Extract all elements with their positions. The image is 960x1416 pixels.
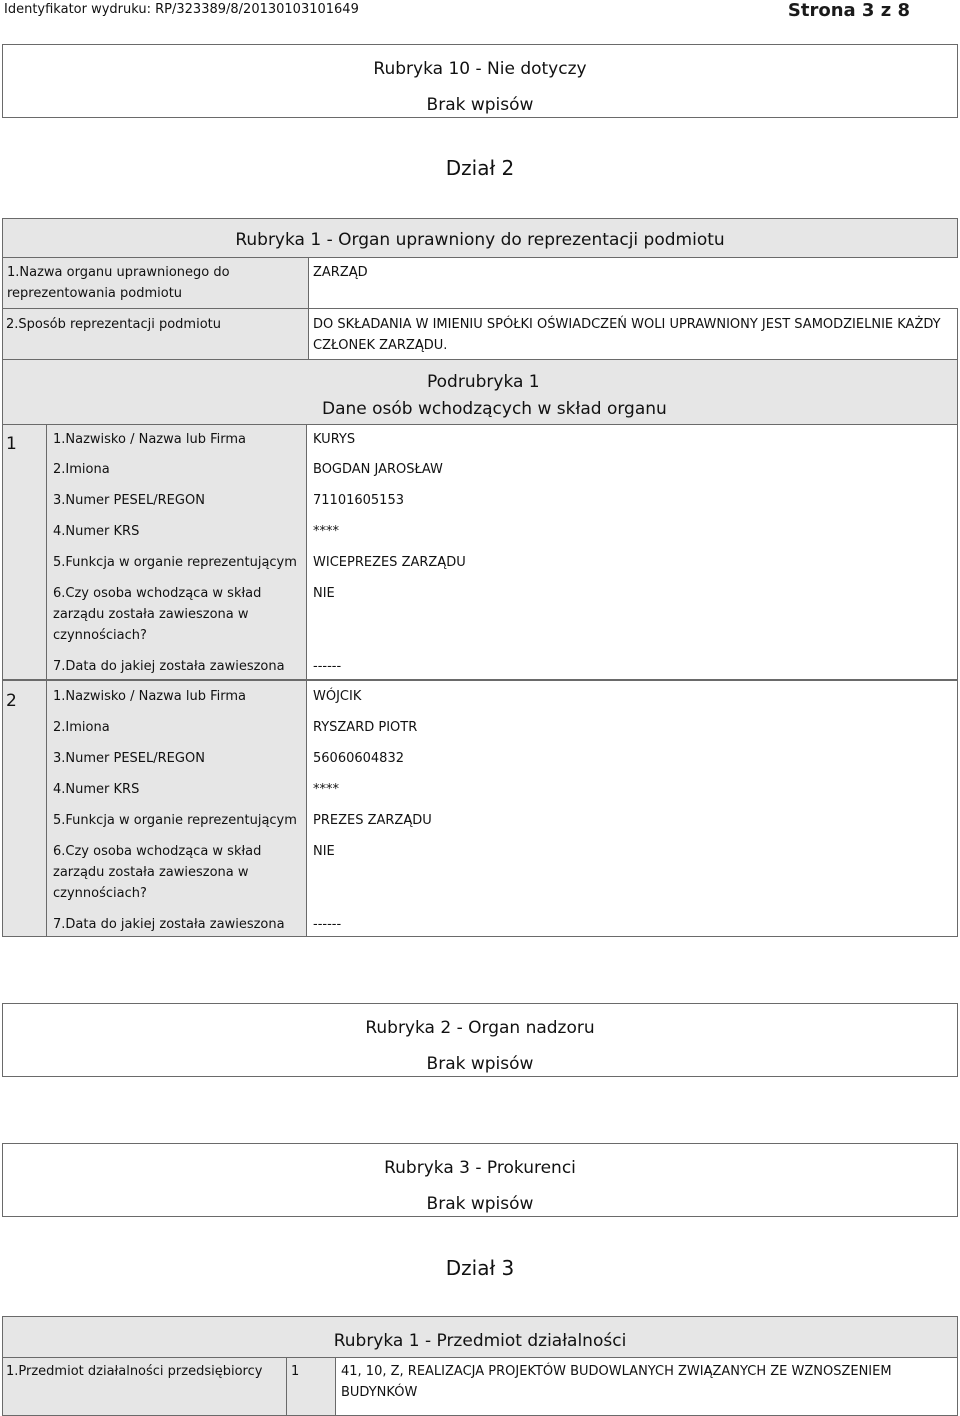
podrubryka-title: Podrubryka 1: [427, 372, 540, 392]
person2-function-label: 5.Funkcja w organie reprezentującym: [53, 813, 297, 828]
person1-number-cell: [2, 424, 47, 680]
person2-date-label: 7.Data do jakiej została zawieszona: [53, 917, 285, 932]
person1-surname-label: 1.Nazwisko / Nazwa lub Firma: [53, 432, 246, 447]
person2-pesel-label: 3.Numer PESEL/REGON: [53, 751, 205, 766]
person2-date: ------: [313, 917, 342, 932]
activity-label: 1.Przedmiot działalności przedsiębiorcy: [6, 1364, 263, 1379]
organ-name-label: 1.Nazwa organu uprawnionego do reprezentowania podmiotu: [7, 265, 230, 301]
person2-number-cell: [2, 680, 47, 937]
dzial3-title: Dział 3: [445, 1256, 515, 1280]
person2-names-label: 2.Imiona: [53, 720, 110, 735]
person1-surname: KURYS: [313, 432, 356, 447]
rubryka1-title: Rubryka 1 - Organ uprawniony do reprezentacji podmiotu: [235, 230, 725, 250]
dzial3-rubryka1-header: [2, 1316, 958, 1358]
activity-number: 1: [291, 1364, 300, 1379]
rubryka2-empty: Brak wpisów: [426, 1054, 534, 1074]
print-identifier: Identyfikator wydruku: RP/323389/8/20130103101649: [4, 2, 359, 17]
page-number: Strona 3 z 8: [787, 0, 910, 21]
podrubryka-subtitle: Dane osób wchodzących w skład organu: [322, 399, 667, 419]
method-value: DO SKŁADANIA W IMIENIU SPÓŁKI OŚWIADCZEŃ WOLI UPRAWNIONY JEST SAMODZIELNIE KAŻDY CZŁONEK ZARZĄDU.: [313, 317, 941, 353]
person1-suspended: NIE: [313, 586, 335, 601]
person1-function: WICEPREZES ZARZĄDU: [313, 555, 466, 570]
organ-name-label-cell: [2, 257, 309, 309]
person1-krs: ****: [313, 524, 339, 539]
person2-names: RYSZARD PIOTR: [313, 720, 418, 735]
person2-suspended-label: 6.Czy osoba wchodząca w skład zarządu została zawieszona w czynnościach?: [53, 844, 262, 901]
person1-suspended-label: 6.Czy osoba wchodząca w skład zarządu została zawieszona w czynnościach?: [53, 586, 262, 643]
rubryka2-title: Rubryka 2 - Organ nadzoru: [365, 1018, 595, 1038]
person1-names-label: 2.Imiona: [53, 462, 110, 477]
method-label: 2.Sposób reprezentacji podmiotu: [6, 317, 221, 332]
person1-number: 1: [6, 434, 17, 454]
dzial3-rubryka1-title: Rubryka 1 - Przedmiot działalności: [333, 1331, 627, 1351]
rubryka3-title: Rubryka 3 - Prokurenci: [384, 1158, 576, 1178]
person2-surname-label: 1.Nazwisko / Nazwa lub Firma: [53, 689, 246, 704]
activity-value: 41, 10, Z, REALIZACJA PROJEKTÓW BUDOWLANYCH ZWIĄZANYCH ZE WZNOSZENIEM BUDYNKÓW: [341, 1364, 892, 1400]
person1-names: BOGDAN JAROSŁAW: [313, 462, 443, 477]
person1-date: ------: [313, 659, 342, 674]
person1-date-label: 7.Data do jakiej została zawieszona: [53, 659, 285, 674]
organ-name-value: ZARZĄD: [313, 265, 368, 280]
rubryka1-header: [2, 218, 958, 258]
person2-surname: WÓJCIK: [313, 689, 362, 704]
rubryka10-empty: Brak wpisów: [426, 95, 534, 115]
person2-krs-label: 4.Numer KRS: [53, 782, 140, 797]
podrubryka-header: [2, 359, 958, 425]
person2-krs: ****: [313, 782, 339, 797]
person2-number: 2: [6, 691, 17, 711]
person1-function-label: 5.Funkcja w organie reprezentującym: [53, 555, 297, 570]
rubryka3-empty: Brak wpisów: [426, 1194, 534, 1214]
dzial2-title: Dział 2: [445, 156, 515, 180]
person2-function: PREZES ZARZĄDU: [313, 813, 432, 828]
person1-pesel: 71101605153: [313, 493, 404, 508]
rubryka10-box: [2, 44, 958, 118]
person1-krs-label: 4.Numer KRS: [53, 524, 140, 539]
rubryka10-title: Rubryka 10 - Nie dotyczy: [373, 59, 587, 79]
rubryka2-box: [2, 1003, 958, 1077]
person1-pesel-label: 3.Numer PESEL/REGON: [53, 493, 205, 508]
rubryka3-box: [2, 1143, 958, 1217]
person2-pesel: 56060604832: [313, 751, 404, 766]
person2-suspended: NIE: [313, 844, 335, 859]
